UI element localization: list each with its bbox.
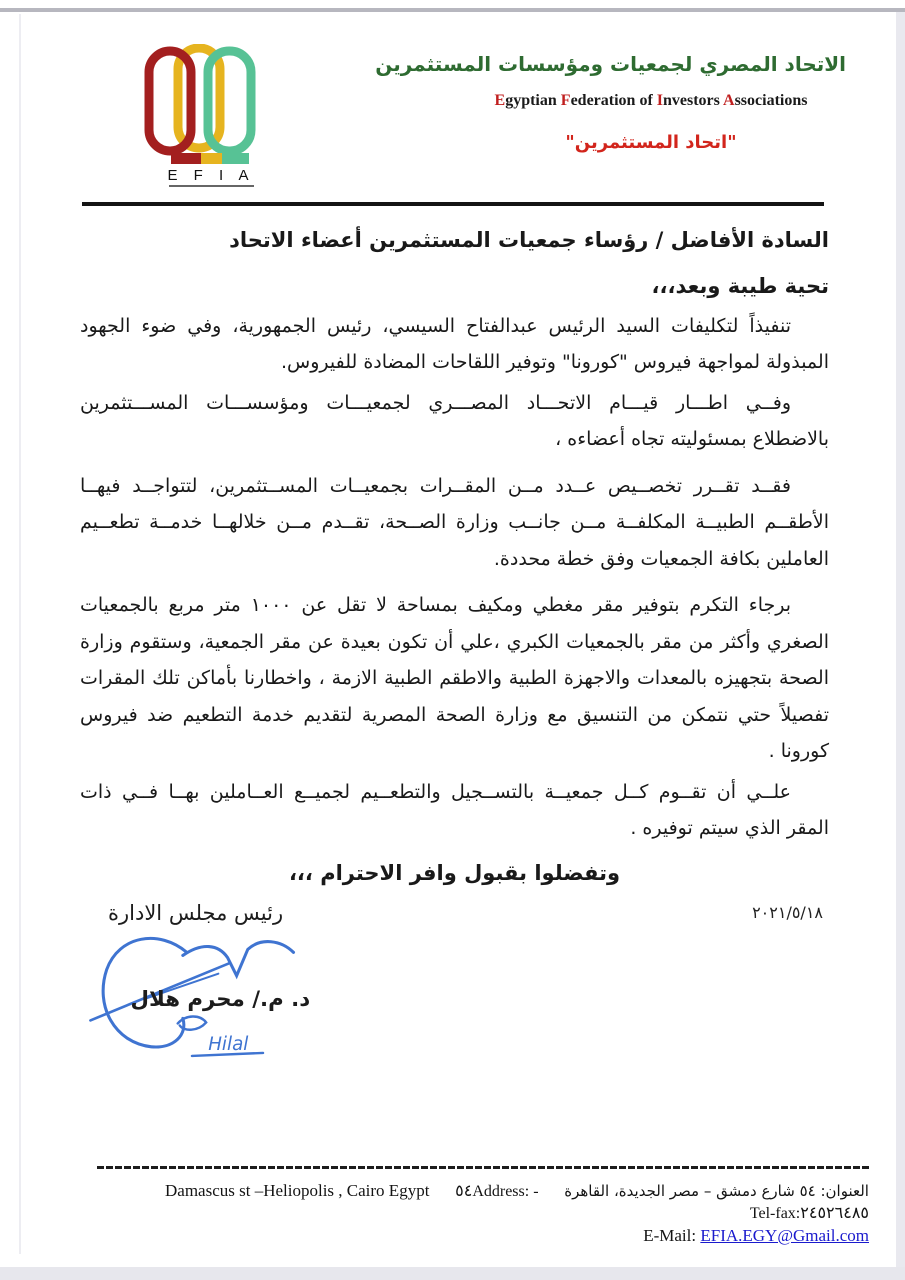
address-english: Damascus st –Heliopolis , Cairo Egypt (165, 1181, 430, 1200)
signer-title: رئيس مجلس الادارة (108, 900, 284, 925)
telfax-row (97, 1203, 869, 1223)
org-title-en-cap: A (723, 92, 735, 109)
letterhead-titles (375, 44, 846, 153)
paragraph-1: تنفيذاً لتكليفات السيد الرئيس عبدالفتاح السيسي، رئيس الجمهورية، وفي ضوء الجهود المبذولة لمواجهة فيروس "كورونا" وتوفير اللقاحات المضادة للفيروس. (80, 315, 829, 374)
org-motto-arabic: "اتحاد المستثمرين" (565, 132, 737, 153)
address-arabic: العنوان: ٥٤ شارع دمشق – مصر الجديدة، القاهرة (564, 1182, 869, 1200)
paragraph-4: برجاء التكرم بتوفير مقر مغطي ومكيف بمساحة لا تقل عن ١٠٠٠ متر مربع بالجمعيات الصغري وأكثر من مقر بالجمعيات الكبري ،علي أن تكون بعيدة عن مقر الجمعية، وستقوم وزارة الصحة بتجهيزه بالمعدات والاجهزة الطبية والاطقم الطبية الازمة ، واخطارنا بأماكن تلك المقرات تفصيلاً حتي نتمكن من التنسيق مع وزارة الصحة المصرية لتقديم خدمة التطعيم ضد فيروس كورونا . (80, 594, 829, 763)
letter-body (22, 206, 884, 1063)
org-title-en-word: ederation of (570, 92, 657, 109)
org-title-en-cap: I (656, 92, 663, 109)
telfax-value: Tel-fax:٢٤٥٢٦٤٨٥ (749, 1205, 869, 1222)
greeting: تحية طيبة وبعد،،، (651, 274, 829, 298)
signature-block (80, 927, 829, 1063)
org-title-en-word: nvestors (663, 92, 723, 109)
org-title-en-word: ssociations (734, 92, 808, 109)
org-title-en-cap: E (494, 92, 506, 109)
salutation: السادة الأفاضل / رؤساء جمعيات المستثمرين أعضاء الاتحاد (229, 228, 829, 252)
org-title-en-word: gyptian (505, 92, 561, 109)
paragraph-3: فقــد تقــرر تخصــيص عــدد مــن المقــرات بجمعيــات المســتثمرين، لتتواجــد فيهــا الأطقــم الطبيــة المكلفــة مــن جانــب وزارة الصــحة، تقــدم مــن خلالهــا خدمــة تطعــيم العاملين بكافة الجمعيات وفق خطة محددة. (80, 474, 829, 570)
paragraph-2: وفــي اطـــار قيـــام الاتحـــاد المصـــري لجمعيـــات ومؤسســـات المســـتثمرين بالاضطلاع بمسئوليته تجاه أعضاءه ، (80, 391, 829, 451)
email-label: E-Mail: (643, 1226, 697, 1245)
org-title-english (456, 92, 846, 110)
paragraph-5: علــي أن تقــوم كــل جمعيــة بالتســجيل والتطعــيم لجميــع العــاملين بهــا فــي ذات المقر الذي سيتم توفيره . (80, 780, 829, 840)
page-content (22, 14, 884, 1264)
address-label: ٥٤Address: - (455, 1183, 539, 1200)
scan-left-edge (19, 14, 21, 1254)
efia-logo-letters: E F I A (167, 167, 255, 184)
email-row (97, 1226, 869, 1246)
scan-right-edge (896, 12, 905, 1280)
letterhead (22, 14, 884, 198)
scan-bottom-edge (0, 1267, 905, 1280)
efia-logo-icon (120, 44, 278, 194)
scan-top-edge (0, 8, 905, 12)
address-row (97, 1181, 869, 1201)
signature-latin: Hilal (208, 1033, 249, 1055)
date-signer-row (80, 901, 829, 925)
org-title-en-cap: F (560, 92, 571, 109)
signature-name: د. م./ محرم هلال (130, 986, 310, 1012)
letter-footer (97, 1166, 869, 1246)
letter-date: ٢٠٢١/٥/١٨ (752, 903, 823, 923)
email-link[interactable]: EFIA.EGY@Gmail.com (700, 1226, 869, 1245)
footer-divider (97, 1166, 869, 1169)
efia-logo (118, 44, 278, 198)
org-title-arabic: الاتحاد المصري لجمعيات ومؤسسات المستثمرين (375, 52, 846, 76)
signature-icon (80, 927, 310, 1059)
closing-phrase: وتفضلوا بقبول وافر الاحترام ،،، (288, 860, 621, 885)
